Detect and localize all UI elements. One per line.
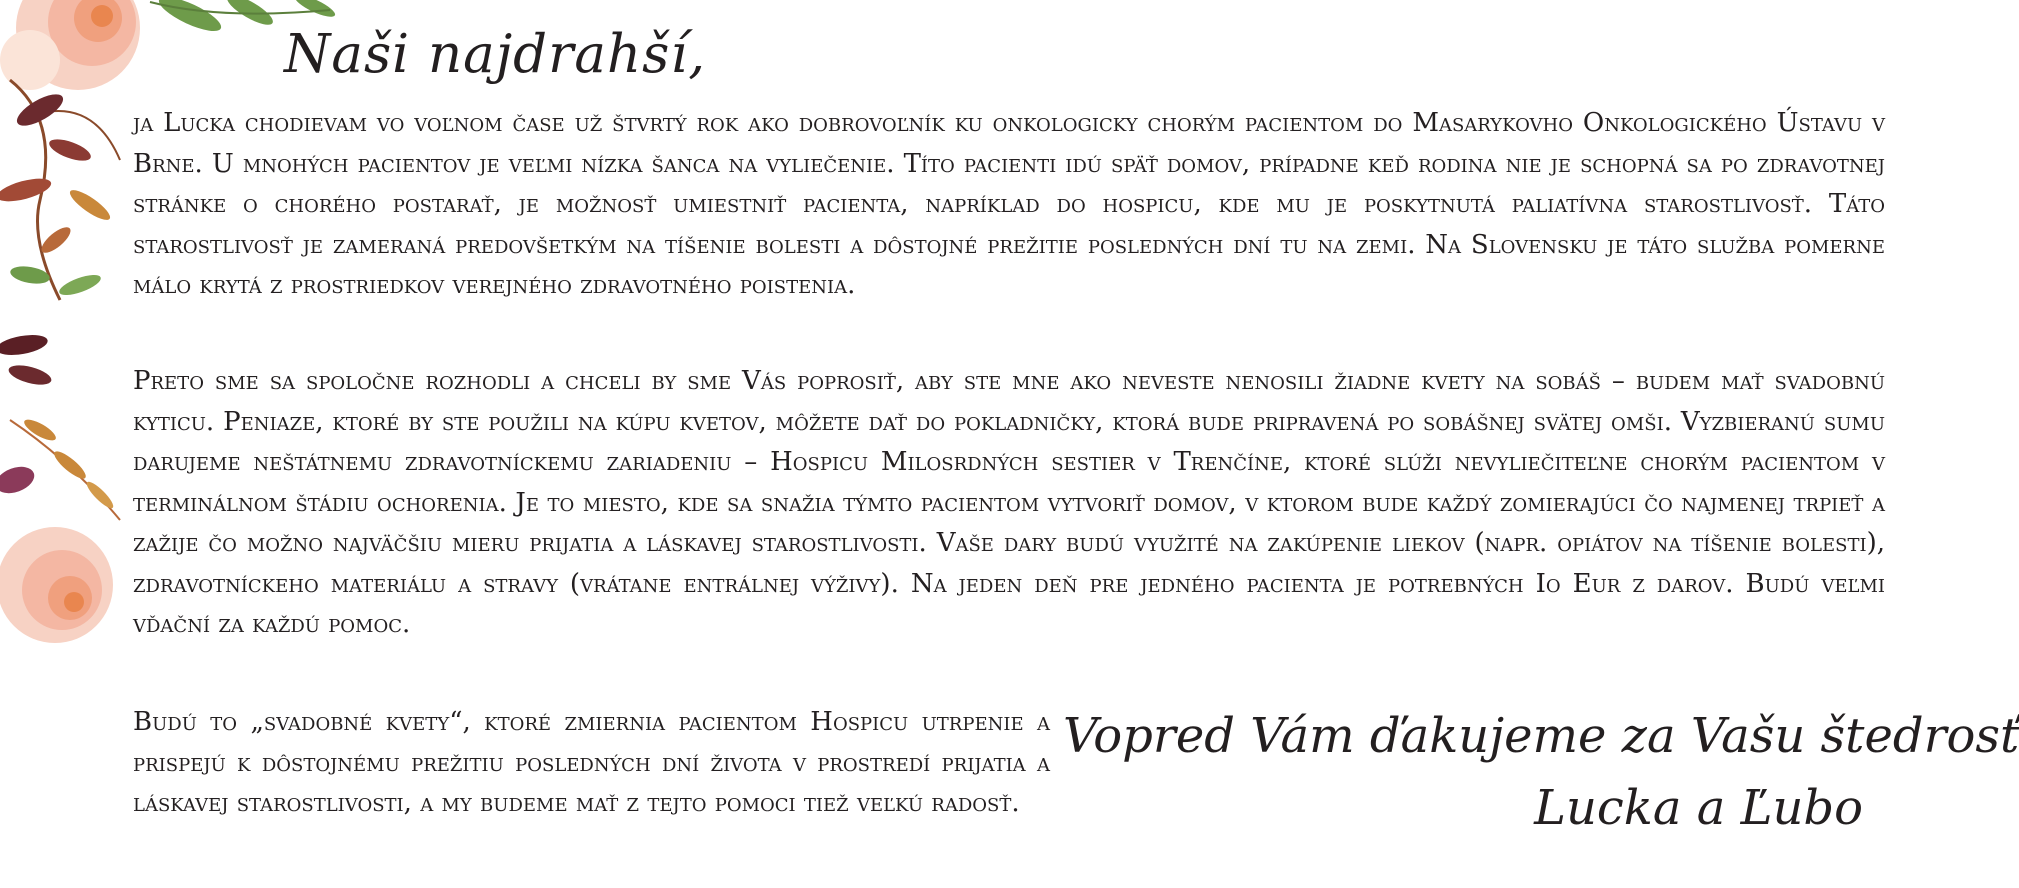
autumn-leaves bbox=[0, 80, 120, 520]
signature-names: Lucka a Ľubo bbox=[1534, 780, 1863, 836]
paragraph-request: Preto sme sa spoločne rozhodli a chceli by sme Vás poprosiť, aby ste mne ako neveste nenosili žiadne kvety na sobáš – budem mať svadobnú kyticu. Peniaze, ktoré by ste použili na kúpu kvetov, môžete dať do pokladničky, ktorá bude pripravená po sobášnej svätej omši. Vyzbieranú sumu darujeme neštátnemu zdravotníckemu zariadeniu – Hospicu Milosrdných sestier v Trenčíne, ktoré slúži nevyliečiteľne chorým pacientom v terminálnom štádiu ochorenia. Je to miesto, kde sa snažia týmto pacientom vytvoriť domov, v ktorom bude každý zomierajúci čo najmenej trpieť a zažije čo možno najväčšiu mieru prijatia a láskavej starostlivosti. Vaše dary budú využité na zakúpenie liekov (napr. opiátov na tíšenie bolesti), zdravotníckeho materiálu a stravy (vrátane entrálnej výživy). Na jeden deň pre jedného pacienta je potrebných Io Eur z darov. Budú veľmi vďační za každú pomoc. bbox=[133, 366, 1885, 639]
paragraph-wedding-flowers: Budú to „svadobné kvety“, ktoré zmiernia pacientom Hospicu utrpenie a prispejú k dôstojnému prežitiu posledných dní života v prostredí prijatia a láskavej starostlivosti, a my budeme mať z tejto pomoci tiež veľkú radosť. bbox=[133, 707, 1050, 818]
closing-thanks: Vopred Vám ďakujeme za Vašu štedrosť bbox=[1063, 708, 2019, 764]
rose-top bbox=[0, 0, 140, 90]
letter-greeting: Naši najdrahší, bbox=[284, 24, 707, 85]
paragraph-intro: ja Lucka chodievam vo voľnom čase už štvrtý rok ako dobrovoľník ku onkologicky chorým pacientom do Masarykovho Onkologického Ústavu v Brne. U mnohých pacientov je veľmi nízka šanca na vyliečenie. Títo pacienti idú späť domov, prípadne keď rodina nie je schopná sa po zdravotnej stránke o chorého postarať, je možnosť umiestniť pacienta, napríklad do hospicu, kde mu je poskytnutá paliatívna starostlivosť. Táto starostlivosť je zameraná predovšetkým na tíšenie bolesti a dôstojné prežitie posledných dní tu na zemi. Na Slovensku je táto služba pomerne málo krytá z prostriedkov verejného zdravotného poistenia. bbox=[133, 108, 1885, 300]
rose-bottom bbox=[0, 527, 113, 643]
signoff-block bbox=[1063, 700, 2019, 844]
